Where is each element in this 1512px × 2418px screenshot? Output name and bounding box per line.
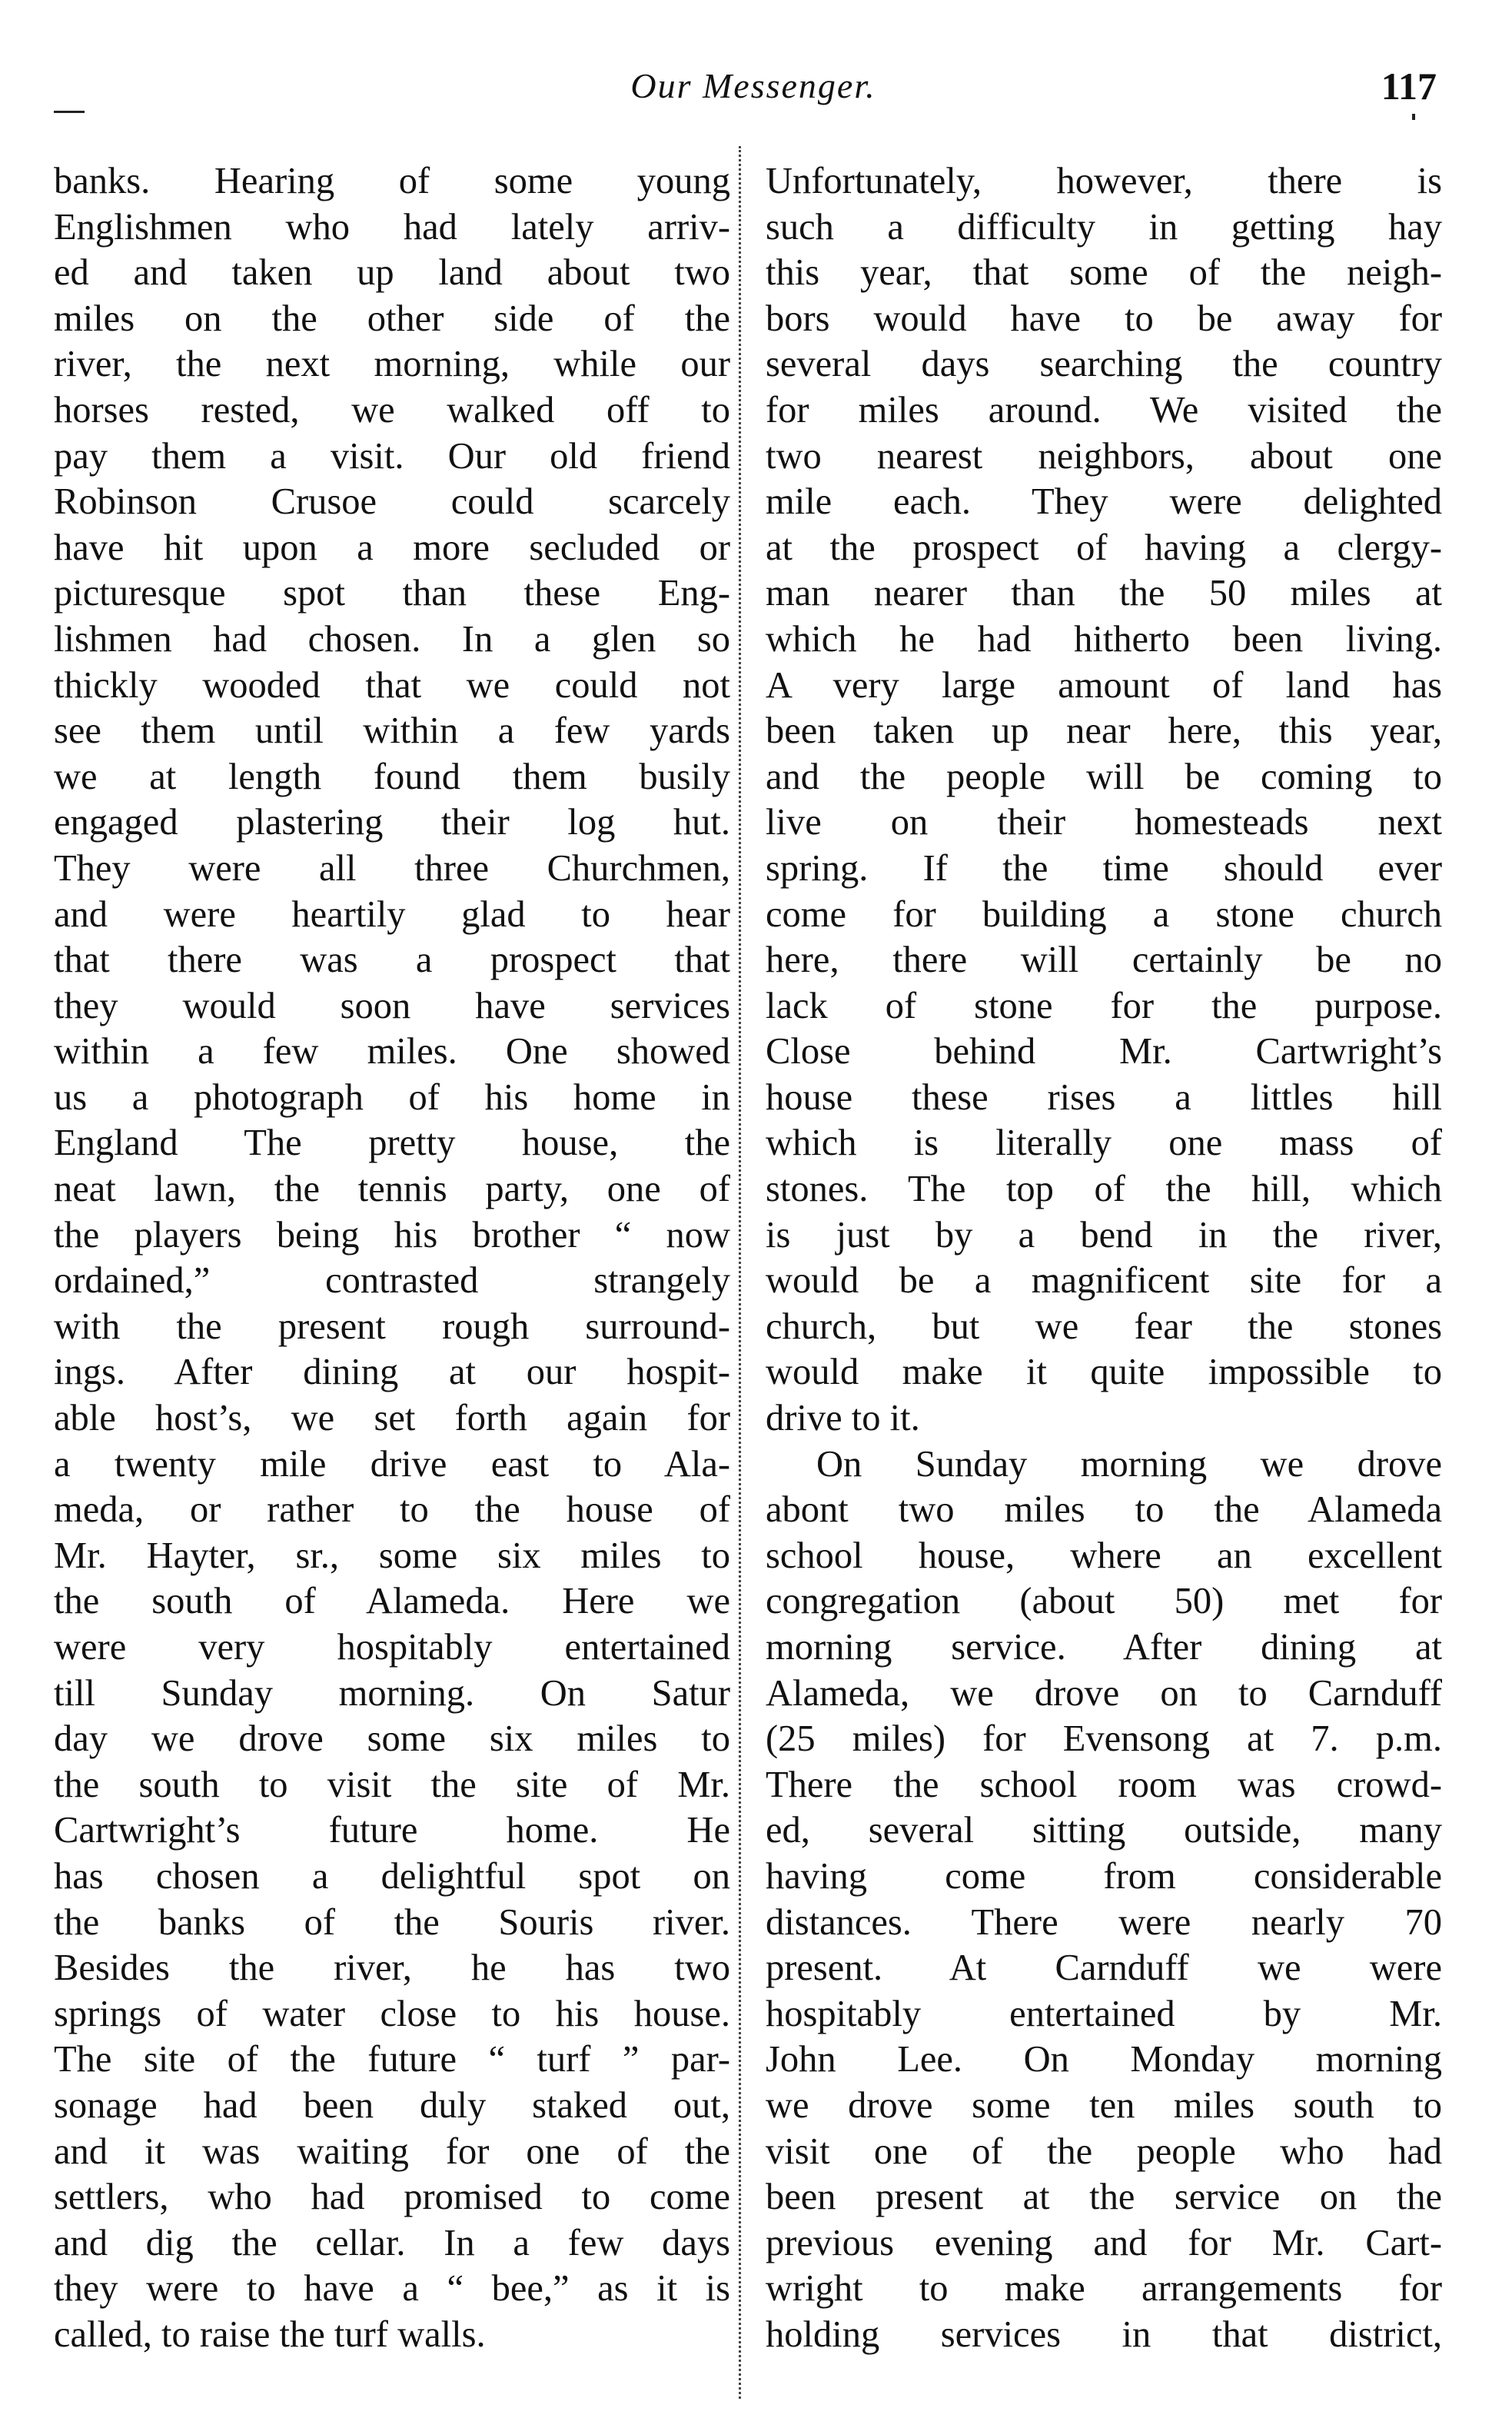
text-line: Mr. Hayter, sr., some six miles to	[54, 1535, 730, 1576]
text-line: There the school room was crowd-	[766, 1764, 1442, 1805]
text-line: within a few miles. One showed	[54, 1031, 730, 1073]
text-line: ings. After dining at our hospit-	[54, 1352, 730, 1393]
text-line: Robinson Crusoe could scarcely	[54, 481, 730, 523]
text-line: they were to have a “ bee,” as it is	[54, 2268, 730, 2310]
text-line: would make it quite impossible to	[766, 1352, 1442, 1393]
text-line: till Sunday morning. On Satur	[54, 1672, 730, 1714]
text-line: and it was waiting for one of the	[54, 2130, 730, 2172]
text-line: Unfortunately, however, there is	[766, 161, 1442, 201]
text-line: banks. Hearing of some young	[54, 161, 730, 201]
text-line: and the people will be coming to	[766, 756, 1442, 797]
right-column	[766, 158, 1442, 2358]
text-line: having come from considerable	[766, 1855, 1442, 1897]
text-line: England The pretty house, the	[54, 1123, 730, 1164]
text-line: meda, or rather to the house of	[54, 1489, 730, 1531]
text-line: stones. The top of the hill, which	[766, 1169, 1442, 1210]
column-divider	[739, 146, 741, 2399]
text-line: (25 miles) for Evensong at 7. p.m.	[766, 1718, 1442, 1760]
text-line: the south of Alameda. Here we	[54, 1581, 730, 1622]
text-line: the players being his brother “ now	[54, 1214, 730, 1256]
text-line: which is literally one mass of	[766, 1123, 1442, 1164]
periodical-title: Our Messenger.	[630, 66, 876, 105]
text-line: a twenty mile drive east to Ala-	[54, 1443, 730, 1485]
text-line: ordained,” contrasted strangely	[54, 1260, 730, 1302]
text-line: neat lawn, the tennis party, one of	[54, 1169, 730, 1210]
text-line: river, the next morning, while our	[54, 344, 730, 385]
text-line: Close behind Mr. Cartwright’s	[766, 1031, 1442, 1073]
text-line: previous evening and for Mr. Cart-	[766, 2222, 1442, 2263]
text-line: lack of stone for the purpose.	[766, 985, 1442, 1026]
text-line: ed, several sitting outside, many	[766, 1810, 1442, 1851]
text-line: pay them a visit. Our old friend	[54, 435, 730, 477]
text-line: morning service. After dining at	[766, 1627, 1442, 1668]
text-line: congregation (about 50) met for	[766, 1581, 1442, 1622]
header-rule-mark	[54, 111, 85, 113]
text-line: and dig the cellar. In a few days	[54, 2222, 730, 2263]
text-line: visit one of the people who had	[766, 2130, 1442, 2172]
text-line: the banks of the Souris river.	[54, 1901, 730, 1943]
text-line: live on their homesteads next	[766, 802, 1442, 843]
text-line: thickly wooded that we could not	[54, 664, 730, 706]
text-line: A very large amount of land has	[766, 664, 1442, 706]
text-line: holding services in that district,	[766, 2313, 1442, 2355]
text-line: would be a magnificent site for a	[766, 1260, 1442, 1302]
text-line: and were heartily glad to hear	[54, 893, 730, 935]
text-line: horses rested, we walked off to	[54, 389, 730, 431]
text-line: sonage had been duly staked out,	[54, 2084, 730, 2126]
text-line: with the present rough surround-	[54, 1305, 730, 1347]
text-line: house these rises a littles hill	[766, 1076, 1442, 1118]
text-line: they would soon have services	[54, 985, 730, 1026]
text-line: wright to make arrangements for	[766, 2268, 1442, 2310]
text-line: The site of the future “ turf ” par-	[54, 2039, 730, 2080]
text-line: is just by a bend in the river,	[766, 1214, 1442, 1256]
text-line: They were all three Churchmen,	[54, 847, 730, 889]
text-line: settlers, who had promised to come	[54, 2177, 730, 2218]
text-line: the south to visit the site of Mr.	[54, 1764, 730, 1805]
text-line: miles on the other side of the	[54, 298, 730, 339]
text-line: were very hospitably entertained	[54, 1627, 730, 1668]
text-line: at the prospect of having a clergy-	[766, 527, 1442, 568]
text-line: spring. If the time should ever	[766, 847, 1442, 889]
left-column	[54, 158, 730, 2358]
text-line: engaged plastering their log hut.	[54, 802, 730, 843]
text-line: which he had hitherto been living.	[766, 618, 1442, 660]
text-line: for miles around. We visited the	[766, 389, 1442, 431]
text-line: here, there will certainly be no	[766, 940, 1442, 981]
page-number: 117	[1381, 65, 1437, 108]
header-dot-mark	[1412, 114, 1415, 120]
text-line: two nearest neighbors, about one	[766, 435, 1442, 477]
text-line: Englishmen who had lately arriv-	[54, 206, 730, 248]
text-line: day we drove some six miles to	[54, 1718, 730, 1760]
text-line: church, but we fear the stones	[766, 1305, 1442, 1347]
text-line: this year, that some of the neigh-	[766, 252, 1442, 294]
text-line: hospitably entertained by Mr.	[766, 1993, 1442, 2034]
text-line: Alameda, we drove on to Carnduff	[766, 1672, 1442, 1714]
text-line: bors would have to be away for	[766, 298, 1442, 339]
text-line: such a difficulty in getting hay	[766, 206, 1442, 248]
text-line: Cartwright’s future home. He	[54, 1810, 730, 1851]
text-line: several days searching the country	[766, 344, 1442, 385]
text-line: have hit upon a more secluded or	[54, 527, 730, 568]
text-line: come for building a stone church	[766, 893, 1442, 935]
text-line: able host’s, we set forth again for	[54, 1398, 730, 1439]
text-line: that there was a prospect that	[54, 940, 730, 981]
text-line: school house, where an excellent	[766, 1535, 1442, 1576]
text-line: been taken up near here, this year,	[766, 710, 1442, 752]
text-line: picturesque spot than these Eng-	[54, 573, 730, 614]
text-line: has chosen a delightful spot on	[54, 1855, 730, 1897]
text-line: see them until within a few yards	[54, 710, 730, 752]
text-line: man nearer than the 50 miles at	[766, 573, 1442, 614]
text-line: drive to it.	[766, 1398, 920, 1439]
text-line: called, to raise the turf walls.	[54, 2313, 486, 2355]
text-line: abont two miles to the Alameda	[766, 1489, 1442, 1531]
text-line: been present at the service on the	[766, 2177, 1442, 2218]
text-line: mile each. They were delighted	[766, 481, 1442, 523]
text-line: we drove some ten miles south to	[766, 2084, 1442, 2126]
text-line: ed and taken up land about two	[54, 252, 730, 294]
text-line: us a photograph of his home in	[54, 1076, 730, 1118]
text-line: we at length found them busily	[54, 756, 730, 797]
text-line: springs of water close to his house.	[54, 1993, 730, 2034]
text-line: John Lee. On Monday morning	[766, 2039, 1442, 2080]
text-line: lishmen had chosen. In a glen so	[54, 618, 730, 660]
text-line: present. At Carnduff we were	[766, 1947, 1442, 1989]
text-line: distances. There were nearly 70	[766, 1901, 1442, 1943]
running-head	[0, 63, 1512, 117]
text-line: On Sunday morning we drove	[816, 1443, 1442, 1485]
text-line: Besides the river, he has two	[54, 1947, 730, 1989]
